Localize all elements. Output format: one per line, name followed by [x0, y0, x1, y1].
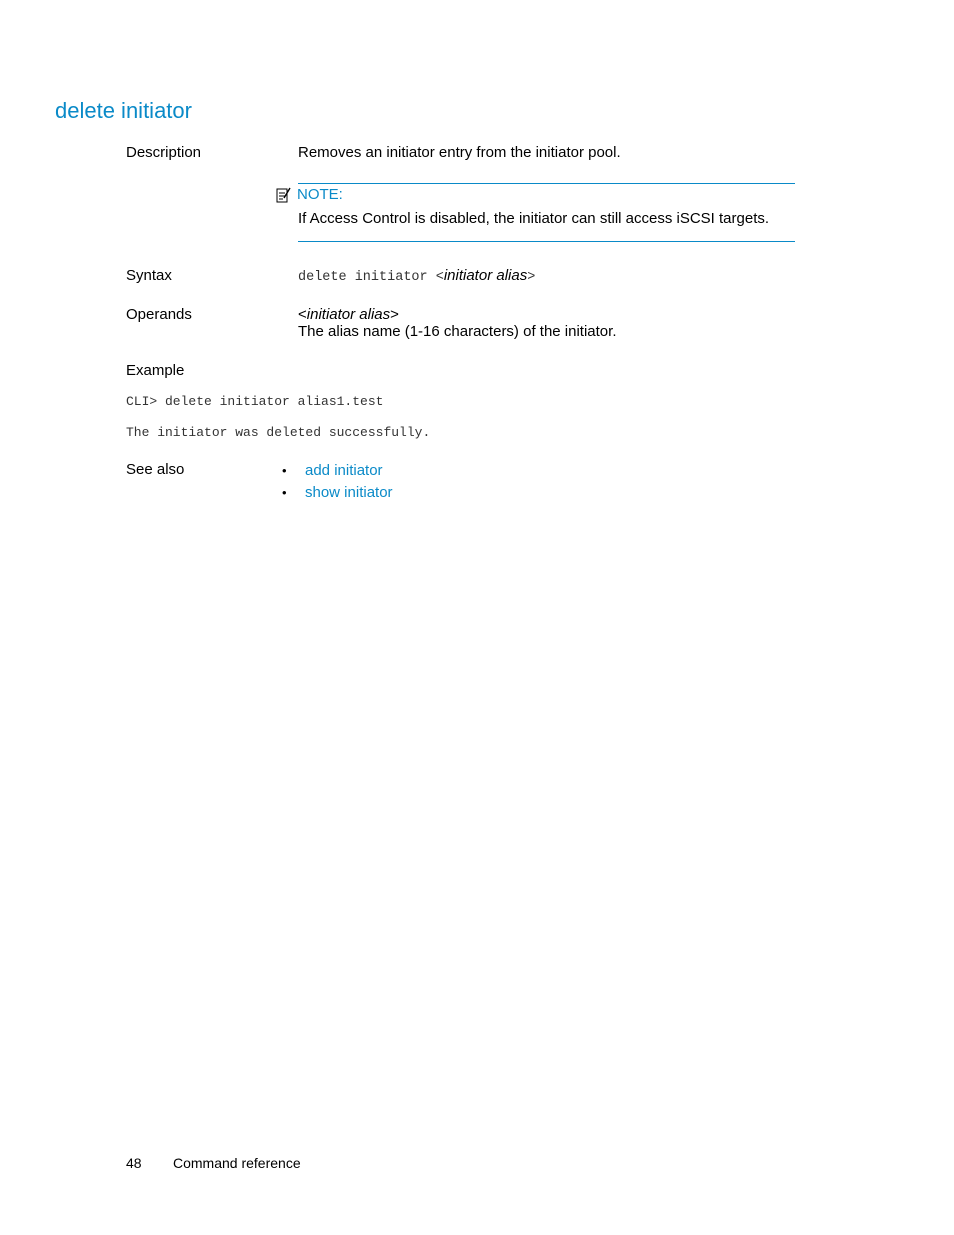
footer-section: Command reference — [173, 1155, 301, 1171]
description-text: Removes an initiator entry from the initiator pool. — [298, 144, 621, 161]
show-initiator-link[interactable]: show initiator — [305, 483, 393, 501]
syntax-label: Syntax — [126, 267, 172, 284]
add-initiator-link[interactable]: add initiator — [305, 461, 383, 479]
syntax-line — [298, 266, 535, 288]
list-item — [282, 459, 393, 481]
operands-label: Operands — [126, 306, 192, 323]
operand-description: The alias name (1-16 characters) of the initiator. — [298, 323, 617, 340]
syntax-param: initiator alias — [443, 267, 528, 284]
operand-open: < — [298, 306, 307, 323]
syntax-command: delete initiator < — [298, 270, 444, 285]
list-item — [282, 481, 393, 503]
page-title: delete initiator — [55, 98, 192, 123]
note-text: If Access Control is disabled, the initiator can still access iSCSI targets. — [298, 210, 770, 227]
syntax-close: > — [527, 270, 536, 285]
operand-close: > — [390, 306, 399, 323]
example-command: CLI> delete initiator alias1.test — [126, 394, 384, 409]
note-icon — [276, 187, 291, 203]
example-output: The initiator was deleted successfully. — [126, 425, 431, 440]
bullet-icon: • — [282, 484, 287, 500]
operand-param: initiator alias — [306, 306, 391, 323]
example-label: Example — [126, 362, 185, 379]
see-also-label: See also — [126, 461, 185, 478]
bullet-icon: • — [282, 462, 287, 478]
page-number: 48 — [126, 1155, 142, 1171]
note-header — [276, 185, 343, 205]
note-bottom-rule — [298, 241, 795, 242]
description-label: Description — [126, 144, 202, 161]
note-top-rule — [298, 183, 795, 184]
see-also-list — [282, 459, 393, 503]
note-heading: NOTE: — [297, 186, 343, 203]
